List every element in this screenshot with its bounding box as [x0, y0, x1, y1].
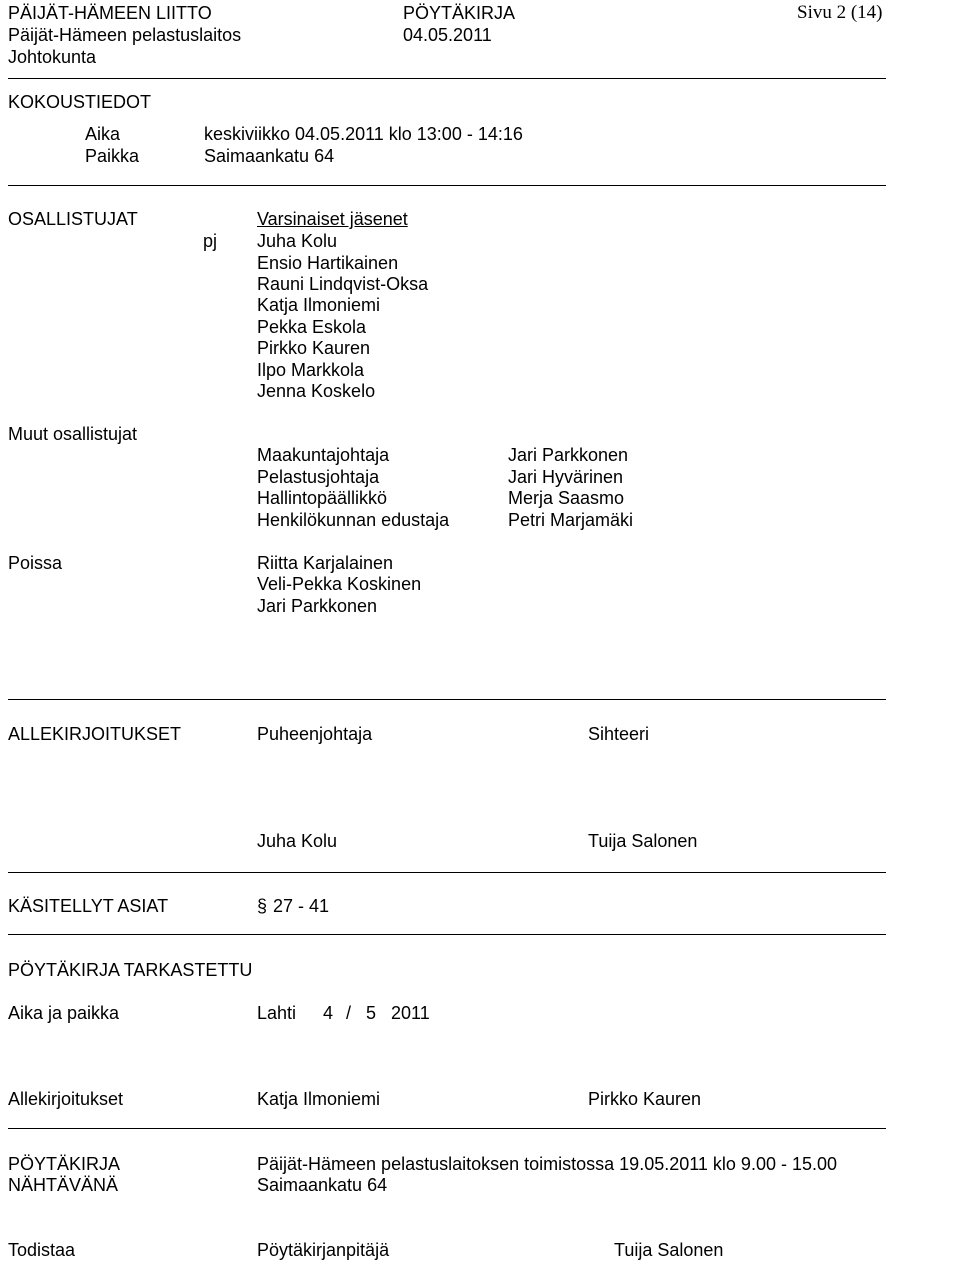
- divider: [8, 872, 886, 873]
- time-value: keskiviikko 04.05.2011 klo 13:00 - 14:16: [204, 124, 523, 144]
- divider: [8, 934, 886, 935]
- chair-name: Juha Kolu: [257, 831, 338, 851]
- member-name: Ensio Hartikainen: [257, 253, 399, 273]
- attest-label: Todistaa: [8, 1240, 76, 1260]
- member-name: Juha Kolu: [257, 231, 338, 251]
- review-date-separator: /: [346, 1003, 352, 1023]
- divider: [8, 185, 886, 186]
- divider: [8, 1128, 886, 1129]
- other-role: Henkilökunnan edustaja: [257, 510, 450, 530]
- org-name: PÄIJÄT-HÄMEEN LIITTO: [8, 3, 212, 23]
- signers-label: Allekirjoitukset: [8, 1089, 124, 1109]
- member-name: Ilpo Markkola: [257, 360, 365, 380]
- other-name: Petri Marjamäki: [508, 510, 634, 530]
- attest-name: Tuija Salonen: [614, 1240, 724, 1260]
- chair-role: Puheenjohtaja: [257, 724, 373, 744]
- member-name: Pekka Eskola: [257, 317, 367, 337]
- signer-name: Pirkko Kauren: [588, 1089, 702, 1109]
- others-label: Muut osallistujat: [8, 424, 138, 444]
- display-label: PÖYTÄKIRJA: [8, 1154, 121, 1174]
- other-role: Pelastusjohtaja: [257, 467, 380, 487]
- absent-name: Jari Parkkonen: [257, 596, 378, 616]
- absent-label: Poissa: [8, 553, 63, 573]
- review-day: 4: [323, 1003, 334, 1023]
- member-name: Jenna Koskelo: [257, 381, 376, 401]
- place-label: Paikka: [85, 146, 140, 166]
- header-date: 04.05.2011: [403, 25, 492, 45]
- review-place: Lahti: [257, 1003, 297, 1023]
- sub-org: Päijät-Hämeen pelastuslaitos: [8, 25, 242, 45]
- chair-marker: pj: [203, 231, 218, 251]
- review-month: 5: [366, 1003, 377, 1023]
- other-role: Maakuntajohtaja: [257, 445, 390, 465]
- members-heading: Varsinaiset jäsenet: [257, 209, 408, 229]
- absent-name: Veli-Pekka Koskinen: [257, 574, 422, 594]
- display-location: Päijät-Hämeen pelastuslaitoksen toimistossa 19.05.2011 klo 9.00 - 15.00: [257, 1154, 838, 1174]
- signer-name: Katja Ilmoniemi: [257, 1089, 381, 1109]
- meeting-section-title: KOKOUSTIEDOT: [8, 92, 152, 112]
- divider: [8, 78, 886, 79]
- divider: [8, 699, 886, 700]
- section-sign: §: [257, 896, 268, 916]
- attest-role: Pöytäkirjanpitäjä: [257, 1240, 390, 1260]
- governing-body: Johtokunta: [8, 47, 97, 67]
- display-label: NÄHTÄVÄNÄ: [8, 1175, 119, 1195]
- member-name: Pirkko Kauren: [257, 338, 371, 358]
- review-year: 2011: [391, 1003, 430, 1023]
- other-name: Jari Hyvärinen: [508, 467, 624, 487]
- time-label: Aika: [85, 124, 121, 144]
- member-name: Katja Ilmoniemi: [257, 295, 381, 315]
- doc-type: PÖYTÄKIRJA: [403, 3, 516, 23]
- place-value: Saimaankatu 64: [204, 146, 335, 166]
- other-name: Merja Saasmo: [508, 488, 625, 508]
- review-section-title: PÖYTÄKIRJA TARKASTETTU: [8, 960, 253, 980]
- other-role: Hallintopäällikkö: [257, 488, 388, 508]
- absent-name: Riitta Karjalainen: [257, 553, 394, 573]
- member-name: Rauni Lindqvist-Oksa: [257, 274, 429, 294]
- items-label: KÄSITELLYT ASIAT: [8, 896, 169, 916]
- other-name: Jari Parkkonen: [508, 445, 629, 465]
- page-number: Sivu 2 (14): [797, 2, 883, 23]
- display-address: Saimaankatu 64: [257, 1175, 388, 1195]
- items-range: 27 - 41: [273, 896, 330, 916]
- secretary-name: Tuija Salonen: [588, 831, 698, 851]
- participants-section-title: OSALLISTUJAT: [8, 209, 138, 229]
- signatures-section-title: ALLEKIRJOITUKSET: [8, 724, 182, 744]
- secretary-role: Sihteeri: [588, 724, 650, 744]
- review-place-label: Aika ja paikka: [8, 1003, 120, 1023]
